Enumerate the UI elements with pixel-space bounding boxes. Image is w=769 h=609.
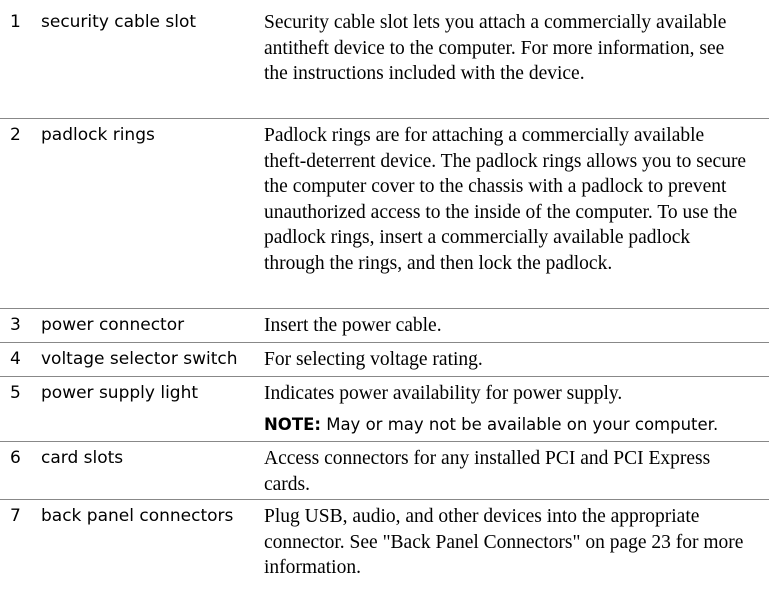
table-row	[0, 343, 769, 377]
item-term: card slots	[41, 448, 124, 468]
item-term: security cable slot	[41, 12, 197, 32]
item-description: Access connectors for any installed PCI and PCI Express cards.	[264, 448, 711, 495]
item-description: For selecting voltage rating.	[264, 349, 483, 370]
table-row	[0, 6, 769, 119]
item-number: 5	[10, 383, 21, 403]
table-row	[0, 309, 769, 343]
item-description-cell	[264, 377, 769, 441]
item-description: Insert the power cable.	[264, 315, 442, 336]
item-description: Indicates power availability for power supply.	[264, 383, 623, 404]
item-number: 1	[10, 12, 21, 32]
item-number: 3	[10, 315, 21, 335]
component-table	[0, 6, 769, 586]
table-row	[0, 442, 769, 500]
item-number: 6	[10, 448, 21, 468]
item-description: Padlock rings are for attaching a commercially available theft-deterrent device. The padlock rings allows you to secure the computer cover to the chassis with a padlock to prevent unauthorized access to the inside of the computer. To use the padlock rings, insert a commercially available padlock through the rings, and then lock the padlock.	[264, 125, 747, 274]
note	[264, 413, 749, 437]
item-description: Plug USB, audio, and other devices into the appropriate connector. See "Back Panel Connectors" on page 23 for more information.	[264, 506, 744, 578]
note-text: May or may not be available on your computer.	[320, 414, 719, 434]
item-term: padlock rings	[41, 125, 155, 145]
item-term: power supply light	[41, 383, 199, 403]
table-row	[0, 500, 769, 586]
item-number: 7	[10, 506, 21, 526]
table-row	[0, 119, 769, 309]
item-number: 4	[10, 349, 21, 369]
item-number: 2	[10, 125, 21, 145]
item-term: power connector	[41, 315, 185, 335]
item-term: voltage selector switch	[41, 349, 238, 369]
item-term: back panel connectors	[41, 506, 234, 526]
item-description: Security cable slot lets you attach a commercially available antitheft device to the computer. For more information, see the instructions included with the device.	[264, 12, 727, 84]
table-row	[0, 377, 769, 442]
note-label: NOTE:	[264, 414, 321, 434]
